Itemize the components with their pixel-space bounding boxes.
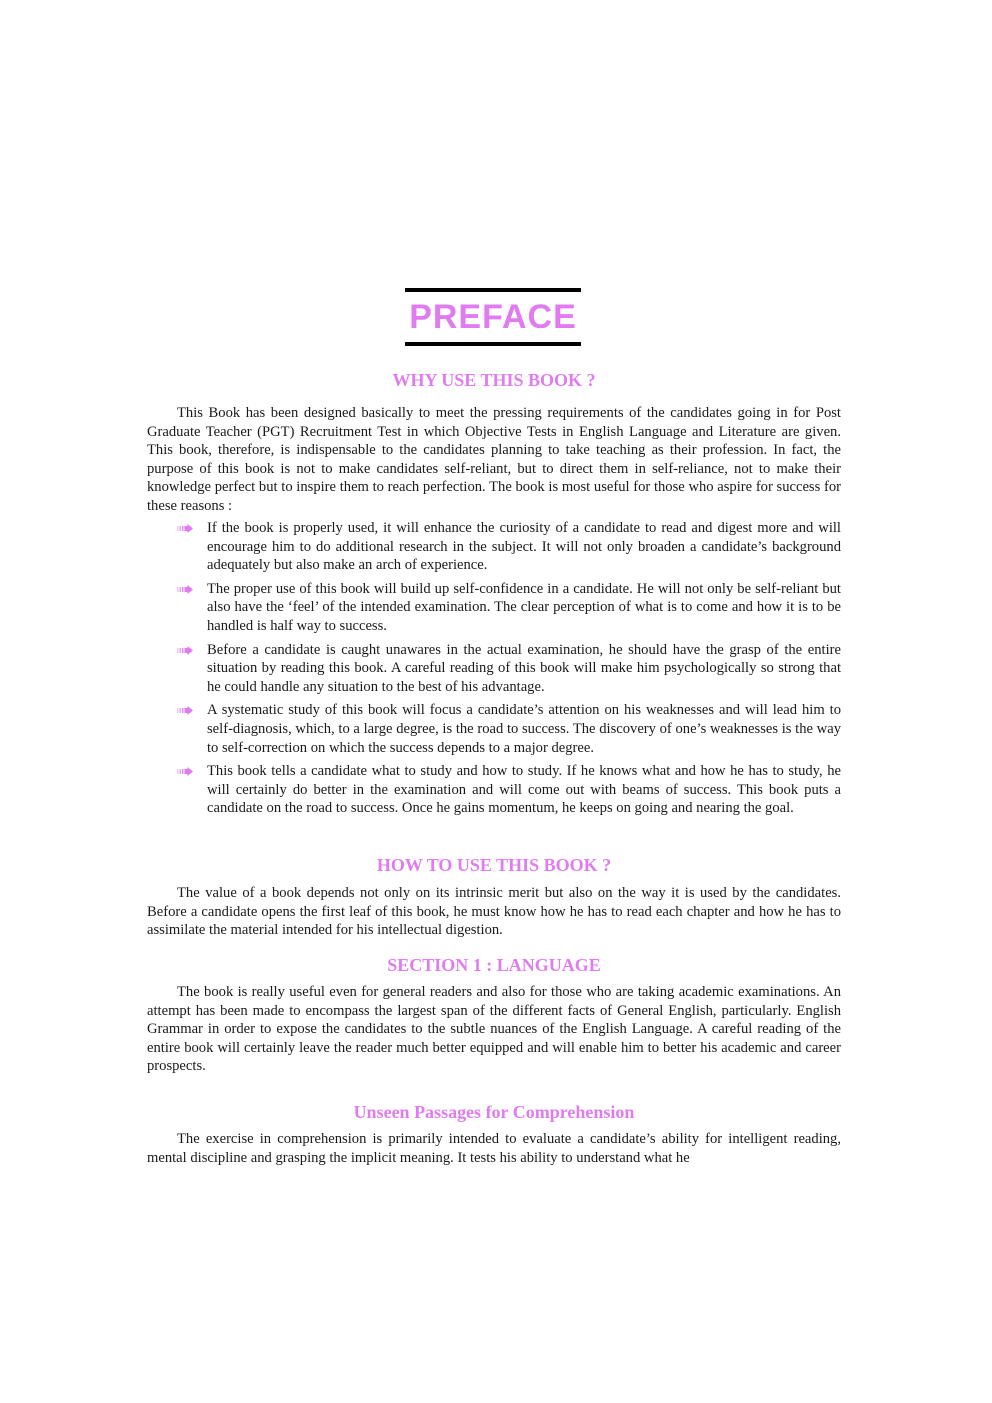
arrow-bullet-icon xyxy=(177,585,193,594)
title-rule-bottom xyxy=(405,342,581,346)
list-item xyxy=(147,641,841,697)
arrow-bullet-icon xyxy=(177,646,193,655)
list-item xyxy=(147,580,841,636)
paragraph-why-intro: This Book has been designed basically to meet the pressing requirements of the candidates going in for Post Graduate Teacher (PGT) Recruitment Test in which Objective Tests in English Language and Literature are given. This book, therefore, is indispensable to the candidates planning to take teaching as their profession. In fact, the purpose of this book is not to make candidates self-reliant, but to direct them in self-reliance, not to make their knowledge perfect but to inspire them to reach perfection. The book is most useful for those who aspire for success for these reasons : xyxy=(147,405,841,514)
bullet-text: Before a candidate is caught unawares in the actual examination, he should have the grasp of the entire situation by reading this book. A careful reading of this book will make him psychologically so strong that he could handle any situation to the best of his advantage. xyxy=(207,641,841,695)
list-item xyxy=(147,762,841,818)
paragraph-unseen-passages: The exercise in comprehension is primarily intended to evaluate a candidate’s ability for intelligent reading, mental discipline and grasping the implicit meaning. It tests his ability to understand what he xyxy=(147,1131,841,1166)
title-block xyxy=(405,288,581,346)
heading-section-language: SECTION 1 : LANGUAGE xyxy=(387,955,601,975)
arrow-bullet-icon xyxy=(177,706,193,715)
bullet-text: If the book is properly used, it will enhance the curiosity of a candidate to read and digest more and will encourage him to do additional research in the subject. It will not only broaden a candidate’s background adequately but also make an arch of experience. xyxy=(207,520,841,574)
heading-unseen-passages: Unseen Passages for Comprehension xyxy=(353,1102,635,1122)
bullet-text: A systematic study of this book will focus a candidate’s attention on his weaknesses and will lead him to self-diagnosis, which, to a large degree, is the road to success. The discovery of one’s weaknesses is the way to self-correction on which the success depends to a major degree. xyxy=(207,702,841,756)
arrow-bullet-icon xyxy=(177,524,193,533)
list-item xyxy=(147,701,841,757)
page-title: PREFACE xyxy=(409,298,577,336)
reasons-list xyxy=(147,519,841,823)
arrow-bullet-icon xyxy=(177,767,193,776)
bullet-text: This book tells a candidate what to study and how to study. If he knows what and how he has to study, he will certainly do better in the examination and will come out with beams of success. This book puts a candidate on the road to success. Once he gains momentum, he keeps on going and nearing the goal. xyxy=(207,763,841,817)
paragraph-how-to-use: The value of a book depends not only on its intrinsic merit but also on the way it is used by the candidates. Before a candidate opens the first leaf of this book, he must know how he has to read each chapter and how he has to assimilate the material intended for his intellectual digestion. xyxy=(147,885,841,939)
paragraph-language: The book is really useful even for general readers and also for those who are taking academic examinations. An attempt has been made to encompass the largest span of the different facts of General English, particularly. English Grammar in order to expose the candidates to the subtle nuances of the English Language. A careful reading of the entire book will certainly leave the reader much better equipped and will enable him to better his academic and career prospects. xyxy=(147,984,841,1075)
bullet-text: The proper use of this book will build up self-confidence in a candidate. He will not only be self-reliant but also have the ‘feel’ of the intended examination. The clear perception of what is to come and how it is to be handled is half way to success. xyxy=(207,580,841,634)
title-rule-top xyxy=(405,288,581,292)
heading-how-to-use: HOW TO USE THIS BOOK ? xyxy=(376,855,612,875)
heading-why-use: WHY USE THIS BOOK ? xyxy=(392,370,596,390)
list-item xyxy=(147,519,841,575)
